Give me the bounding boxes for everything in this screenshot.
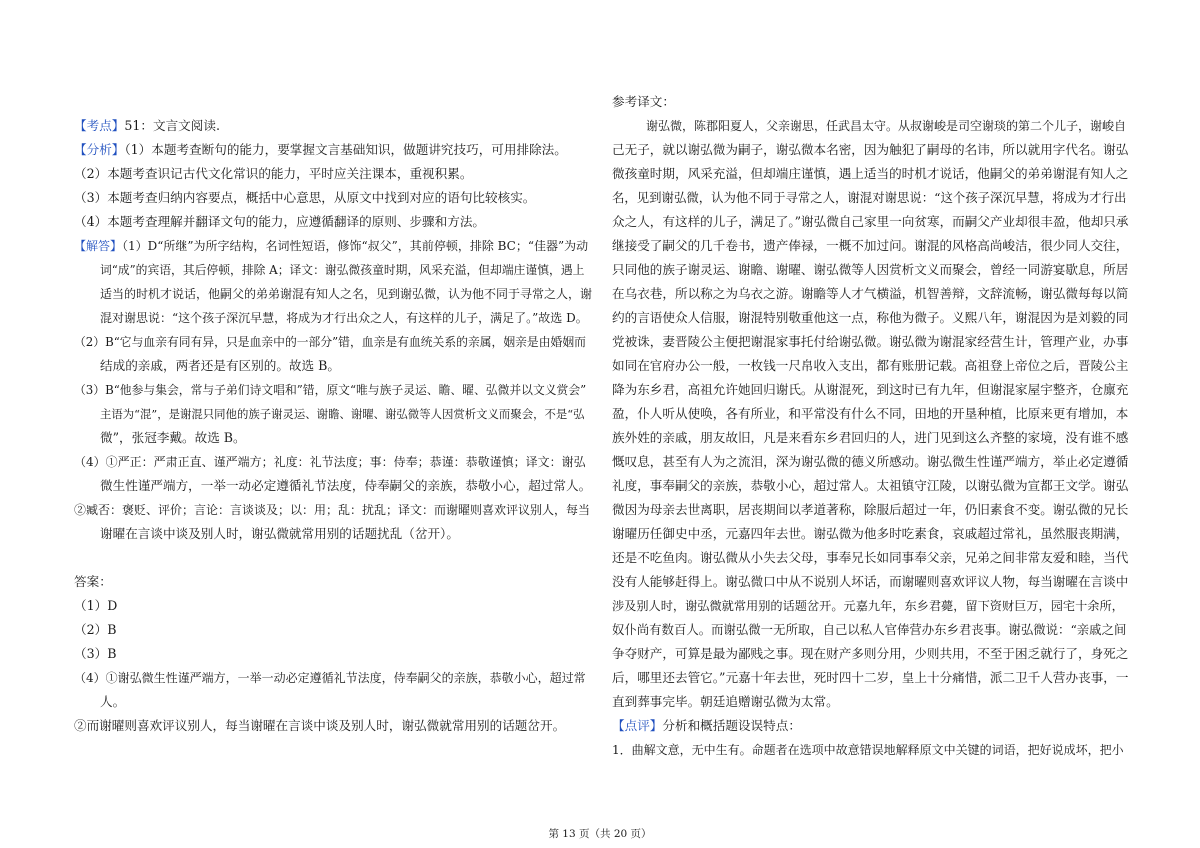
- jieda-line-2: 词“成”的宾语，其后停顿，排除 A；译文：谢弘微孩童时期，风采充溢，但却端庄谨慎，遇上: [100, 263, 585, 277]
- translation-line-25: 直到葬事完毕。朝廷追赠谢弘微为太常。: [612, 694, 839, 709]
- translation-line-21: 涉及别人时，谢弘微就常用别的话题岔开。元嘉九年，东乡君薨，留下资财巨万，园宅十余所，: [612, 599, 1124, 613]
- jieda-p3-line-3: 微”，张冠李戴。故选 B。: [100, 430, 246, 445]
- translation-line-17: 微因为母亲去世离职，居丧期间以孝道著称，除服后超过一年，仍旧素食不变。谢弘微的兄长: [612, 502, 1129, 517]
- jieda-p3-line-2: 主语为“混”，是谢混只同他的族子谢灵运、谢瞻、谢曜、谢弘微等人因赏析文义而聚会，不是“弘: [100, 407, 585, 421]
- kaodian-text: 51：文言文阅读.: [124, 118, 220, 133]
- dianping-text: 分析和概括题设误特点：: [662, 718, 801, 733]
- translation-title: 参考译文：: [612, 94, 675, 109]
- translation-line-11: 如同在官府办公一般，一枚钱一尺帛收入支出，都有账册记载。高祖登上帝位之后，晋陵公主: [612, 358, 1129, 373]
- translation-line-19: 还是不吃鱼肉。谢弘微从小失去父母，事奉兄长如同事奉父亲，兄弟之间非常友爱和睦，当代: [612, 550, 1129, 565]
- dianping-line: [612, 718, 801, 734]
- translation-line-9: 约的言语使众人信服，谢混特别敬重他这一点，称他为微子。义熙八年，谢混因为是刘毅的同: [612, 310, 1129, 325]
- fenxi-tag: 【分析】: [74, 142, 125, 157]
- jieda-p3-line-1: （3）B“他参与集会，常与子弟们诗文唱和”错，原文“唯与族子灵运、瞻、曜、弘微并以文义赏会”: [74, 383, 587, 397]
- translation-line-22: 奴仆尚有数百人。而谢弘微一无所取，自己以私人官俸营办东乡君丧事。谢弘微说：“亲戚之间: [612, 622, 1127, 637]
- fenxi-line-1: [74, 142, 567, 158]
- kaodian-line: [74, 118, 220, 134]
- answer-3: （3）B: [74, 646, 117, 661]
- translation-line-15: 慨叹息，甚至有人为之流泪，深为谢弘微的德义所感动。谢弘微生性谨严端方，举止必定遵循: [612, 454, 1129, 469]
- answer-5: ②而谢曜则喜欢评议别人，每当谢曜在言谈中谈及别人时，谢弘微就常用别的话题岔开。: [74, 718, 566, 733]
- translation-line-4: 名，见到谢弘微，认为他不同于寻常之人，谢混对谢思说：“这个孩子深沉早慧，将成为才行出: [612, 190, 1127, 205]
- translation-line-18: 谢曜历任御史中丞，元嘉四年去世。谢弘微为他多时吃素食，哀戚超过常礼，虽然服丧期满，: [612, 526, 1129, 541]
- jieda-p4-line-2: 微生性谨严端方，一举一动必定遵循礼节法度，侍奉嗣父的亲族，恭敬小心，超过常人。: [100, 478, 592, 493]
- fenxi-line-2: （2）本题考查识记古代文化常识的能力，平时应关注课本，重视积累。: [74, 166, 473, 181]
- translation-line-3: 微孩童时期，风采充溢，但却端庄谨慎，遇上适当的时机才说话，他嗣父的弟弟谢混有知人之: [612, 166, 1129, 181]
- jieda-line-3: 适当的时机才说话，他嗣父的弟弟谢混有知人之名，见到谢弘微，认为他不同于寻常之人，谢: [100, 287, 593, 301]
- translation-line-7: 只同他的族子谢灵运、谢瞻、谢曜、谢弘微等人因赏析文义而聚会，曾经一同游宴歇息，所居: [612, 262, 1129, 277]
- translation-line-1: 谢弘微，陈郡阳夏人，父亲谢思，任武昌太守。从叔谢峻是司空谢琰的第二个儿子，谢峻自: [646, 119, 1127, 133]
- translation-line-10: 党被诛，妻晋陵公主便把谢混家事托付给谢弘微。谢弘微为谢混家经营生计，管理产业，办事: [612, 334, 1129, 349]
- kaodian-tag: 【考点】: [74, 118, 125, 133]
- translation-line-23: 争夺财产，可算是最为鄙贱之事。现在财产多则分用，少则共用，不至于困乏就行了，身死之: [612, 646, 1129, 661]
- answer-1: （1）D: [74, 598, 118, 613]
- fenxi-line-3: （3）本题考查归纳内容要点，概括中心意思，从原文中找到对应的语句比较核实。: [74, 190, 536, 205]
- translation-line-5: 众之人，有这样的儿子，满足了。”谢弘微自己家里一向贫寒，而嗣父产业却很丰盈，他却只承: [612, 214, 1129, 229]
- jieda-p4-line-1: （4）①严正：严肃正直、谨严端方；礼度：礼节法度；事：侍奉；恭谨：恭敬谨慎；译文：谢弘: [74, 455, 586, 469]
- jieda-line-4: 混对谢思说：“这个孩子深沉早慧，将成为才行出众之人，有这样的儿子，满足了。”故选 D。: [100, 311, 588, 325]
- page-footer: 第 13 页（共 20 页）: [548, 828, 652, 840]
- dianping-tag: 【点评】: [612, 718, 663, 733]
- translation-line-2: 己无子，就以谢弘微为嗣子，谢弘微本名密，因为触犯了嗣母的名讳，所以就用字代名。谢弘: [612, 142, 1129, 157]
- translation-line-14: 族外姓的亲戚，朋友故旧，凡是来看东乡君回归的人，进门见到这么齐整的家境，没有谁不感: [612, 430, 1129, 445]
- jieda-p2-line-1: （2）B“它与血亲有同有异，只是血亲中的一部分”错，血亲是有血统关系的亲属，姻亲是由婚姻而: [74, 335, 586, 349]
- jieda-p2-line-2: 结成的亲戚，两者还是有区别的。故选 B。: [100, 358, 340, 373]
- answers-title: 答案：: [74, 574, 112, 589]
- translation-line-13: 盈，仆人听从使唤，各有所业，和平常没有什么不同，田地的开垦种植，比原来更有增加，本: [612, 406, 1129, 421]
- fenxi-text-1: （1）本题考查断句的能力，要掌握文言基础知识，做题讲究技巧，可用排除法。: [124, 142, 567, 157]
- translation-line-24: 后，哪里还去管它。”元嘉十年去世，死时四十二岁，皇上十分痛惜，派二卫千人营办丧事，一: [612, 670, 1129, 685]
- translation-line-16: 礼度，事奉嗣父的亲族，恭敬小心，超过常人。太祖镇守江陵，以谢弘微为宣都王文学。谢弘: [612, 478, 1129, 493]
- answer-4-line-1: （4）①谢弘微生性谨严端方，一举一动必定遵循礼节法度，侍奉嗣父的亲族，恭敬小心，超过常: [74, 671, 586, 685]
- jieda-p5-line-1: ②臧否：褒贬、评价；言论：言谈谈及；以：用；乱：扰乱；译文：而谢曜则喜欢评议别人，每当: [74, 503, 591, 517]
- translation-line-12: 降为东乡君，高祖允许她回归谢氏。从谢混死，到这时已有九年，但谢混家屋宇整齐，仓廪充: [612, 382, 1129, 397]
- jieda-tag: 【解答】: [74, 239, 123, 253]
- jieda-text-1: （1）D“所继”为所字结构，名词性短语，修饰“叔父”，其前停顿，排除 BC；“佳器”为动: [122, 239, 589, 253]
- jieda-p5-line-2: 谢曜在言谈中谈及别人时，谢弘微就常用别的话题扰乱（岔开）。: [100, 526, 459, 541]
- answer-2: （2）B: [74, 622, 117, 637]
- translation-line-8: 在乌衣巷，所以称之为乌衣之游。谢瞻等人才气横溢，机智善辩，文辞流畅，谢弘微每每以简: [612, 286, 1129, 301]
- jieda-line-1: [74, 238, 588, 254]
- translation-line-20: 没有人能够赶得上。谢弘微口中从不说别人坏话，而谢曜则喜欢评议人物，每当谢曜在言谈中: [612, 574, 1129, 589]
- answer-4-line-2: 人。: [100, 694, 126, 709]
- translation-line-6: 继接受了嗣父的几千卷书，遗产俸禄，一概不加过问。谢混的风格高尚峻洁，很少同人交往，: [612, 238, 1129, 253]
- fenxi-line-4: （4）本题考查理解并翻译文句的能力，应遵循翻译的原则、步骤和方法。: [74, 214, 486, 229]
- dianping-point-1: 1．曲解文意，无中生有。命题者在选项中故意错误地解释原文中关键的词语，把好说成坏，把小: [612, 743, 1124, 757]
